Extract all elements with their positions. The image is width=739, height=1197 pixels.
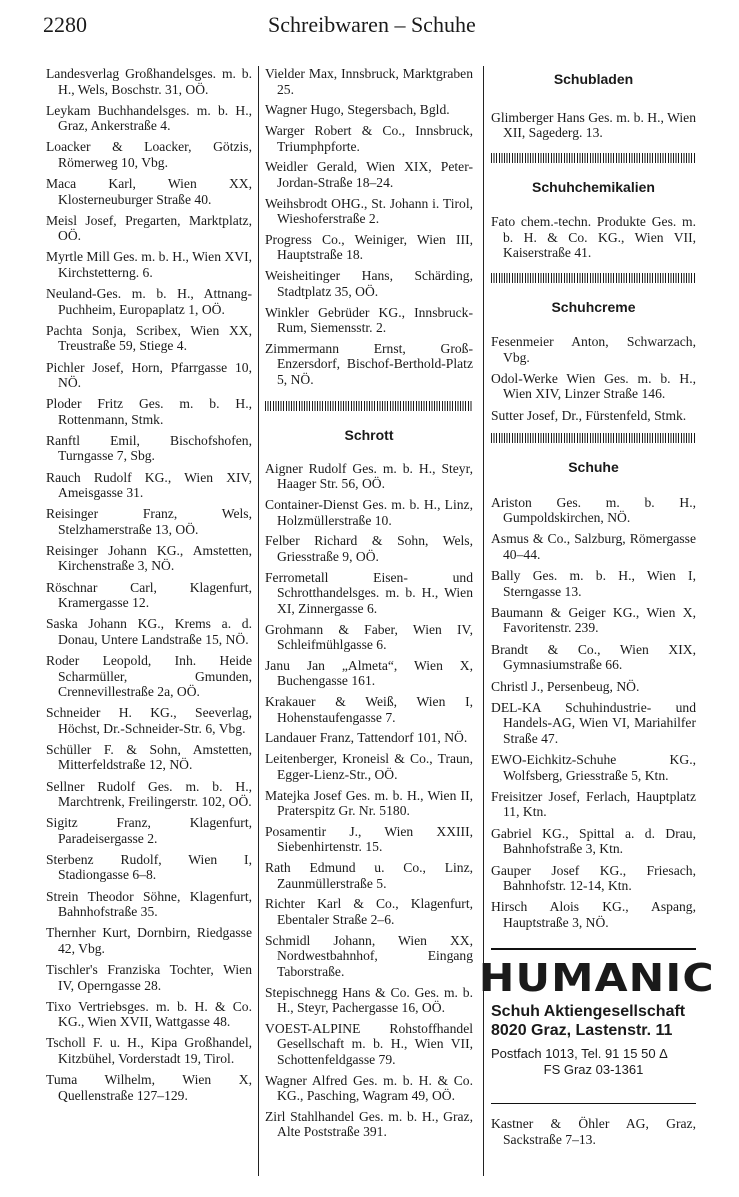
list-item: Ariston Ges. m. b. H., Gumpoldskirchen, NÖ. xyxy=(491,494,696,526)
column-divider xyxy=(483,66,484,1176)
list-item: Weisheitinger Hans, Schärding, Stadtplatz 35, OÖ. xyxy=(265,268,473,299)
list-item: Rath Edmund u. Co., Linz, Zaunmüllerstraße 5. xyxy=(265,860,473,891)
list-item: Schüller F. & Sohn, Amstetten, Mitterfeldstraße 12, NÖ. xyxy=(46,741,252,773)
list-item: Grohmann & Faber, Wien IV, Schleifmühlgasse 6. xyxy=(265,621,473,653)
section-divider xyxy=(491,433,696,443)
list-item: Roder Leopold, Inh. Heide Scharmüller, Gmunden, Crennevillestraße 2a, OÖ. xyxy=(46,653,252,699)
section-heading-schubladen: Schubladen xyxy=(553,71,634,87)
humanic-advertisement xyxy=(478,948,715,1104)
column-divider xyxy=(258,66,259,1176)
list-item: Schmidl Johann, Wien XX, Nordwestbahnhof, Eingang Taborstraße. xyxy=(265,932,473,979)
ad-bottom-rule xyxy=(491,1103,696,1104)
list-item: Strein Theodor Söhne, Klagenfurt, Bahnhofstraße 35. xyxy=(46,888,252,920)
column-2 xyxy=(265,66,473,1145)
list-item: Weidler Gerald, Wien XIX, Peter-Jordan-Straße 18–24. xyxy=(265,159,473,190)
list-item: Baumann & Geiger KG., Wien X, Favoritenstr. 239. xyxy=(491,604,696,636)
list-item: VOEST-ALPINE Rohstoffhandel Gesellschaft m. b. H., Wien VII, Schottenfeldgasse 79. xyxy=(265,1020,473,1067)
section-heading-schuhchemikalien: Schuhchemikalien xyxy=(532,178,655,195)
list-item: DEL-KA Schuhindustrie- und Handels-AG, Wien VI, Mariahilfer Straße 47. xyxy=(491,699,696,746)
list-item: Rauch Rudolf KG., Wien XIV, Ameisgasse 31. xyxy=(46,469,252,501)
list-item: Hirsch Alois KG., Aspang, Hauptstraße 3, NÖ. xyxy=(491,899,696,930)
list-item: Wagner Hugo, Stegersbach, Bgld. xyxy=(265,102,450,118)
list-item: Kastner & Öhler AG, Graz, Sackstraße 7–13. xyxy=(491,1116,696,1147)
list-item: Maca Karl, Wien XX, Klosterneuburger Straße 40. xyxy=(46,176,252,207)
list-item: Sterbenz Rudolf, Wien I, Stadiongasse 6–8. xyxy=(46,851,252,883)
list-item: Tixo Vertriebsges. m. b. H. & Co. KG., Wien XVII, Wattgasse 48. xyxy=(46,998,252,1030)
section-divider xyxy=(265,401,473,411)
list-item: Asmus & Co., Salzburg, Römergasse 40–44. xyxy=(491,531,696,562)
list-item: Brandt & Co., Wien XIX, Gymnasiumstraße 66. xyxy=(491,641,696,673)
list-item: Zirl Stahlhandel Ges. m. b. H., Graz, Alte Poststraße 391. xyxy=(265,1108,473,1140)
list-item: Röschnar Carl, Klagenfurt, Kramergasse 12. xyxy=(46,579,252,611)
list-item: Gabriel KG., Spittal a. d. Drau, Bahnhofstraße 3, Ktn. xyxy=(491,825,696,857)
list-item: Tuma Wilhelm, Wien X, Quellenstraße 127–129. xyxy=(46,1072,252,1103)
list-item: Neuland-Ges. m. b. H., Attnang-Puchheim, Europaplatz 1, OÖ. xyxy=(46,286,252,317)
list-item: Schneider H. KG., Seeverlag, Höchst, Dr.-Schneider-Str. 6, Vbg. xyxy=(46,705,252,736)
column-1 xyxy=(46,66,252,1109)
list-item: Posamentir J., Wien XXIII, Siebenhirtenstr. 15. xyxy=(265,823,473,855)
humanic-logo: HUMANIC xyxy=(478,956,715,1001)
list-item: Reisinger Johann KG., Amstetten, Kirchenstraße 3, NÖ. xyxy=(46,542,252,574)
list-item: Zimmermann Ernst, Groß-Enzersdorf, Bischof-Berthold-Platz 5, NÖ. xyxy=(265,340,473,387)
list-item: Bally Ges. m. b. H., Wien I, Sterngasse 13. xyxy=(491,568,696,599)
list-item: Odol-Werke Wien Ges. m. b. H., Wien XIV, Linzer Straße 146. xyxy=(491,370,696,402)
section-divider xyxy=(491,273,696,283)
list-item: Aigner Rudolf Ges. m. b. H., Steyr, Haager Str. 56, OÖ. xyxy=(265,460,473,492)
list-item: Tischler's Franziska Tochter, Wien IV, Operngasse 28. xyxy=(46,962,252,993)
ad-company-name: Schuh Aktiengesellschaft xyxy=(491,1003,686,1021)
list-item: Ploder Fritz Ges. m. b. H., Rottenmann, Stmk. xyxy=(46,396,252,427)
running-head: Schreibwaren – Schuhe xyxy=(268,12,476,37)
list-item: Pichler Josef, Horn, Pfarrgasse 10, NÖ. xyxy=(46,359,252,390)
section-heading-schrott: Schrott xyxy=(344,427,394,444)
list-item: Gauper Josef KG., Friesach, Bahnhofstr. 12-14, Ktn. xyxy=(491,862,696,894)
list-item: Pachta Sonja, Scribex, Wien XX, Treustraße 59, Stiege 4. xyxy=(46,322,252,354)
list-item: Christl J., Persenbeug, NÖ. xyxy=(491,678,640,694)
list-item: Fato chem.-techn. Produkte Ges. m. b. H. & Co. KG., Wien VII, Kaiserstraße 41. xyxy=(491,214,696,260)
list-item: Reisinger Franz, Wels, Stelzhamerstraße 13, OÖ. xyxy=(46,506,252,537)
list-item: Warger Robert & Co., Innsbruck, Triumphpforte. xyxy=(265,123,473,154)
list-item: Felber Richard & Sohn, Wels, Griesstraße 9, OÖ. xyxy=(265,533,473,564)
list-item: Sellner Rudolf Ges. m. b. H., Marchtrenk, Freilingerstr. 102, OÖ. xyxy=(46,778,252,810)
list-item: Weihsbrodt OHG., St. Johann i. Tirol, Wieshoferstraße 2. xyxy=(265,195,473,227)
list-item: Richter Karl & Co., Klagenfurt, Ebentaler Straße 2–6. xyxy=(265,896,473,927)
list-item: Ferrometall Eisen- und Schrotthandelsges. m. b. H., Wien XI, Zinnergasse 6. xyxy=(265,569,473,616)
list-item: Leykam Buchhandelsges. m. b. H., Graz, Ankerstraße 4. xyxy=(46,102,252,134)
ad-address: 8020 Graz, Lastenstr. 11 xyxy=(491,1022,673,1040)
list-item: Landesverlag Großhandelsges. m. b. H., Wels, Boschstr. 31, OÖ. xyxy=(46,66,252,97)
list-item: Janu Jan „Almeta“, Wien X, Buchengasse 161. xyxy=(265,657,473,689)
ad-telex: FS Graz 03-1361 xyxy=(543,1062,644,1078)
list-item: Tscholl F. u. H., Kipa Großhandel, Kitzbühel, Vorderstadt 19, Tirol. xyxy=(46,1035,252,1066)
list-item: Fesenmeier Anton, Schwarzach, Vbg. xyxy=(491,334,696,365)
ad-contact: Postfach 1013, Tel. 91 15 50 Δ xyxy=(491,1046,668,1062)
list-item: Leitenberger, Kroneisl & Co., Traun, Egger-Lienz-Str., OÖ. xyxy=(265,751,473,782)
list-item: Landauer Franz, Tattendorf 101, NÖ. xyxy=(265,730,468,746)
list-item: Thernher Kurt, Dornbirn, Riedgasse 42, Vbg. xyxy=(46,925,252,956)
list-item: Glimberger Hans Ges. m. b. H., Wien XII, Sagederg. 13. xyxy=(491,109,696,140)
list-item: Krakauer & Weiß, Wien I, Hohenstaufengasse 7. xyxy=(265,694,473,725)
section-heading-schuhcreme: Schuhcreme xyxy=(551,298,636,315)
list-item: Progress Co., Weiniger, Wien III, Hauptstraße 18. xyxy=(265,231,473,263)
section-heading-schuhe: Schuhe xyxy=(568,459,619,476)
column-3 xyxy=(478,66,715,1153)
list-item: Sutter Josef, Dr., Fürstenfeld, Stmk. xyxy=(491,407,687,423)
list-item: Sigitz Franz, Klagenfurt, Paradeisergasse 2. xyxy=(46,815,252,846)
list-item: Stepischnegg Hans & Co. Ges. m. b. H., Steyr, Pachergasse 16, OÖ. xyxy=(265,984,473,1016)
list-item: EWO-Eichkitz-Schuhe KG., Wolfsberg, Griesstraße 5, Ktn. xyxy=(491,752,696,783)
list-item: Loacker & Loacker, Götzis, Römerweg 10, Vbg. xyxy=(46,139,252,170)
section-divider xyxy=(491,153,696,163)
list-item: Myrtle Mill Ges. m. b. H., Wien XVI, Kirchstetterng. 6. xyxy=(46,249,252,280)
list-item: Ranftl Emil, Bischofshofen, Turngasse 7, Sbg. xyxy=(46,432,252,464)
list-item: Freisitzer Josef, Ferlach, Hauptplatz 11, Ktn. xyxy=(491,788,696,820)
page-number: 2280 xyxy=(43,12,87,37)
list-item: Container-Dienst Ges. m. b. H., Linz, Holzmüllerstraße 10. xyxy=(265,497,473,528)
list-item: Meisl Josef, Pregarten, Marktplatz, OÖ. xyxy=(46,212,252,244)
list-item: Wagner Alfred Ges. m. b. H. & Co. KG., Pasching, Wagram 49, OÖ. xyxy=(265,1072,473,1104)
list-item: Matejka Josef Ges. m. b. H., Wien II, Praterspitz Gr. Nr. 5180. xyxy=(265,787,473,819)
list-item: Winkler Gebrüder KG., Innsbruck-Rum, Siemensstr. 2. xyxy=(265,304,473,336)
list-item: Saska Johann KG., Krems a. d. Donau, Untere Landstraße 15, NÖ. xyxy=(46,616,252,647)
list-item: Vielder Max, Innsbruck, Marktgraben 25. xyxy=(265,66,473,97)
